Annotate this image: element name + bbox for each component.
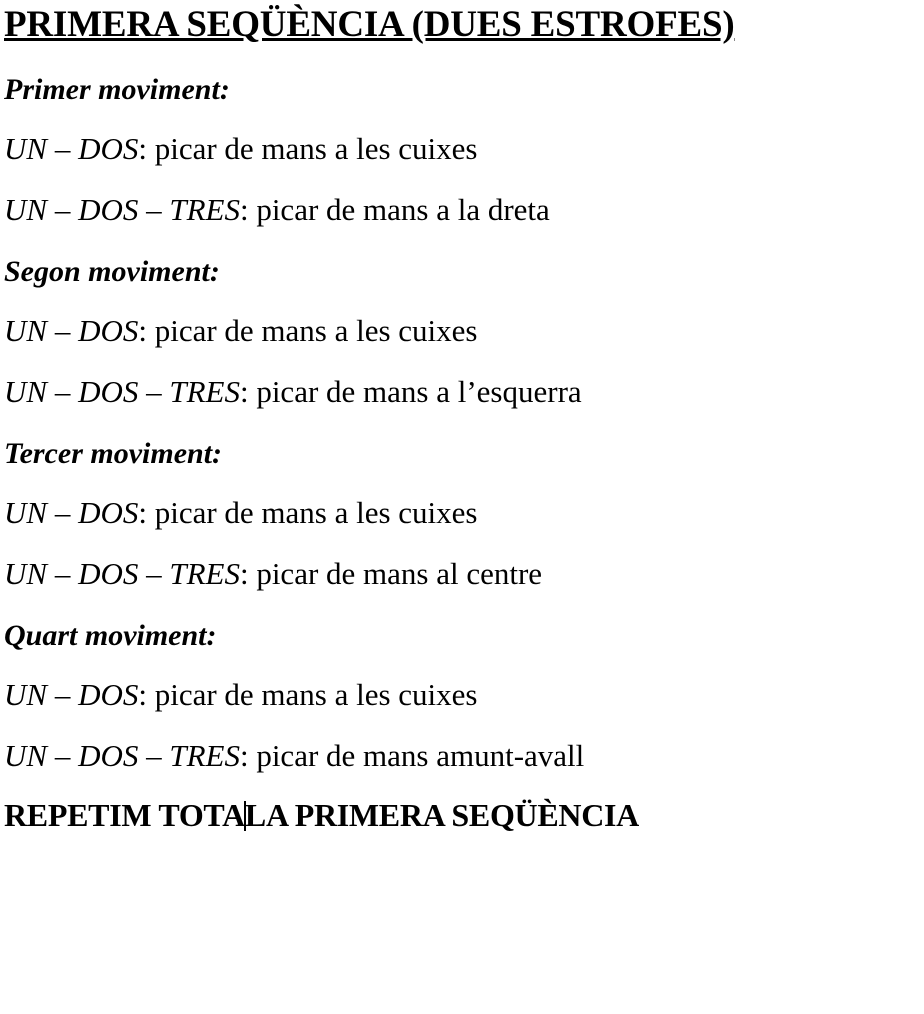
instruction-cue: UN – DOS — [4, 677, 139, 712]
footer-text-after-caret: LA PRIMERA SEQÜÈNCIA — [244, 797, 639, 833]
page-title: PRIMERA SEQÜÈNCIA (DUES ESTROFES) — [4, 4, 735, 45]
instruction-cue: UN – DOS — [4, 131, 139, 166]
instruction-text: : picar de mans a les cuixes — [138, 313, 478, 348]
footer-text-before-caret: REPETIM TOTA — [4, 797, 245, 833]
instruction-cue: UN – DOS – TRES — [4, 192, 240, 227]
instruction-line — [0, 730, 924, 791]
instruction-text: : picar de mans a les cuixes — [138, 131, 478, 166]
instruction-text: : picar de mans a les cuixes — [138, 677, 478, 712]
instruction-text: : picar de mans amunt-avall — [239, 738, 585, 773]
instruction-line — [0, 184, 924, 245]
instruction-line — [0, 548, 924, 609]
section-heading-1: Primer moviment: — [4, 73, 230, 106]
section-heading-3: Tercer moviment: — [4, 437, 223, 470]
instruction-cue: UN – DOS – TRES — [4, 556, 240, 591]
section-heading-4: Quart moviment: — [4, 619, 217, 652]
instruction-text: : picar de mans al centre — [239, 556, 543, 591]
section-heading-2: Segon moviment: — [4, 255, 220, 288]
instruction-line — [0, 669, 924, 730]
instruction-line — [0, 487, 924, 548]
instruction-cue: UN – DOS — [4, 313, 139, 348]
instruction-text: : picar de mans a la dreta — [239, 192, 550, 227]
instruction-text: : picar de mans a les cuixes — [138, 495, 478, 530]
instruction-line — [0, 366, 924, 427]
instruction-cue: UN – DOS – TRES — [4, 374, 240, 409]
instruction-text: : picar de mans a l’esquerra — [239, 374, 582, 409]
instruction-cue: UN – DOS – TRES — [4, 738, 240, 773]
footer-repeat-line — [0, 791, 924, 831]
instruction-cue: UN – DOS — [4, 495, 139, 530]
instruction-line — [0, 305, 924, 366]
instruction-line — [0, 123, 924, 184]
